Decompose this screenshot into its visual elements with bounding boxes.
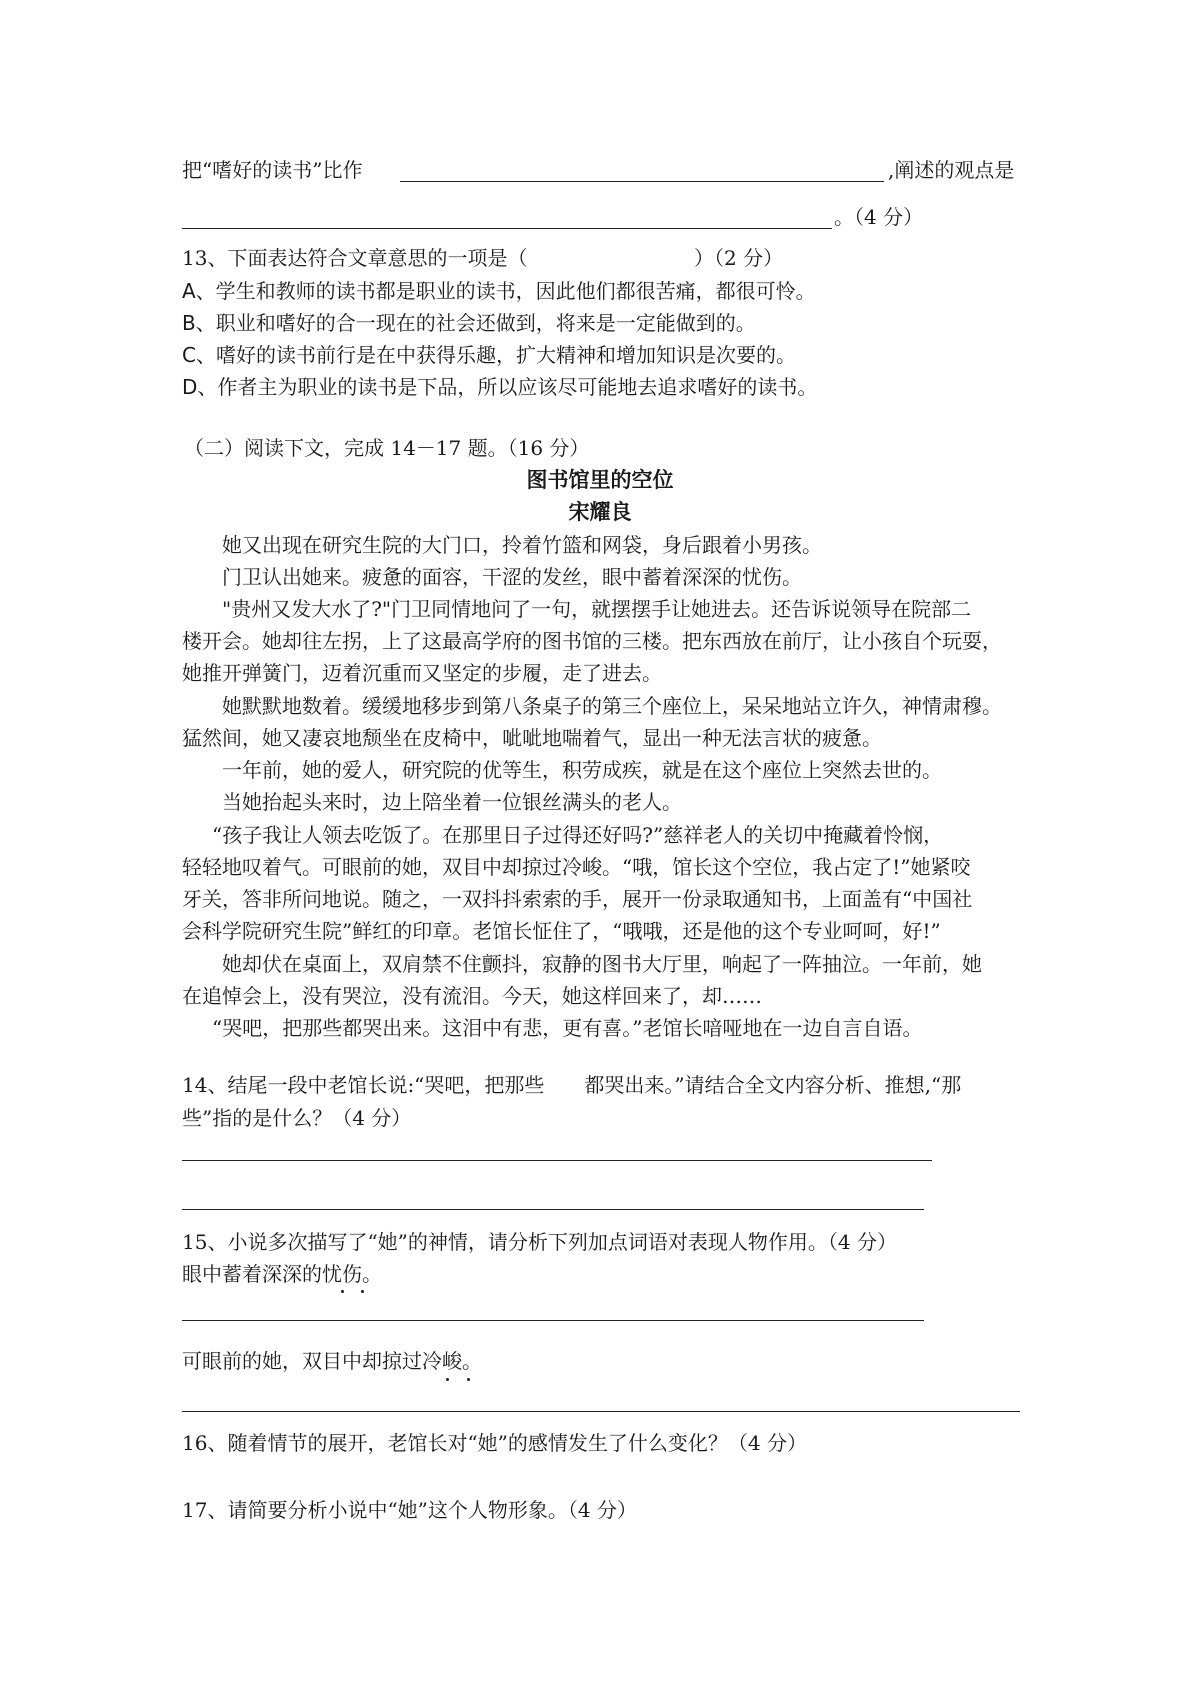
q15-item1: 眼中蓄着深深的忧伤。 [182,1262,382,1286]
q14-line2: 些”指的是什么？（4 分） [182,1106,412,1130]
q12-line1-suffix: ,阐述的观点是 [888,158,1015,182]
q14-line1: 14、结尾一段中老馆长说:“哭吧，把那些 都哭出来。”请结合全文内容分析、推想,“那 [182,1073,962,1097]
q16-stem: 16、随着情节的展开，老馆长对“她”的感情发生了什么变化？（4 分） [182,1431,807,1455]
q12-line1-prefix: 把“嗜好的读书”比作 [182,158,363,182]
q13-stem-right: ）（2 分） [694,246,784,270]
emphasis-dot [341,1290,344,1293]
passage-line: 当她抬起头来时，边上陪坐着一位银丝满头的老人。 [222,790,682,814]
q17-stem: 17、请简要分析小说中“她”这个人物形象。（4 分） [182,1498,637,1522]
q15-stem: 15、小说多次描写了“她”的神情，请分析下列加点词语对表现人物作用。（4 分） [182,1230,897,1254]
q13-stem-left: 13、下面表达符合文章意思的一项是（ [182,246,528,270]
passage-line: 会科学院研究生院”鲜红的印章。老馆长怔住了，“哦哦，还是他的这个专业呵呵，好!” [182,919,941,943]
emphasis-dot [467,1378,470,1381]
passage-line: "贵州又发大水了?"门卫同情地问了一句，就摆摆手让她进去。还告诉说领导在院部二 [222,597,972,621]
passage-line: “孩子我让人领去吃饭了。在那里日子过得还好吗?”慈祥老人的关切中掩藏着怜悯， [212,823,944,847]
q15-answer-line-1[interactable] [182,1320,924,1321]
passage-line: 猛然间，她又凄哀地颓坐在皮椅中，呲呲地喘着气，显出一种无法言状的疲惫。 [182,726,882,750]
section2-instruction: （二）阅读下文，完成 14－17 题。（16 分） [184,436,590,460]
emphasis-dot [361,1290,364,1293]
q13-option-b: B、职业和嗜好的合一现在的社会还做到，将来是一定能做到的。 [182,311,756,335]
q12-answer-blank-2[interactable] [182,228,832,229]
passage-line: 她推开弹簧门，迈着沉重而又坚定的步履，走了进去。 [182,661,662,685]
passage-line: 在追悼会上，没有哭泣，没有流泪。今天，她这样回来了，却…… [182,984,762,1008]
q15-item2: 可眼前的她，双目中却掠过冷峻。 [182,1349,482,1373]
passage-author: 宋耀良 [568,500,632,524]
q13-option-d: D、作者主为职业的读书是下品，所以应该尽可能地去追求嗜好的读书。 [182,375,818,399]
q12-line2-suffix: 。（4 分） [834,205,924,229]
q15-answer-line-2[interactable] [182,1411,1020,1412]
passage-line: 她又出现在研究生院的大门口，拎着竹篮和网袋，身后跟着小男孩。 [222,533,822,557]
passage-line: 她默默地数着。缓缓地移步到第八条桌子的第三个座位上，呆呆地站立许久，神情肃穆。 [222,694,1002,718]
q12-answer-blank-1[interactable] [400,181,884,182]
emphasis-dot [446,1378,449,1381]
q13-option-c: C、嗜好的读书前行是在中获得乐趣，扩大精神和增加知识是次要的。 [182,343,796,367]
q14-answer-line-2[interactable] [182,1209,924,1210]
passage-title: 图书馆里的空位 [526,468,674,492]
passage-line: 门卫认出她来。疲惫的面容，干涩的发丝，眼中蓄着深深的忧伤。 [222,565,802,589]
passage-line: 她却伏在桌面上，双肩禁不住颤抖，寂静的图书大厅里，响起了一阵抽泣。一年前，她 [222,952,982,976]
q13-option-a: A、学生和教师的读书都是职业的读书，因此他们都很苦痛，都很可怜。 [182,279,816,303]
passage-line: 牙关，答非所问地说。随之，一双抖抖索索的手，展开一份录取通知书，上面盖有“中国社 [182,887,973,911]
passage-line: 轻轻地叹着气。可眼前的她，双目中却掠过冷峻。“哦，馆长这个空位，我占定了!”她紧咬 [182,855,971,879]
q14-answer-line-1[interactable] [182,1160,932,1161]
passage-line: “哭吧，把那些都哭出来。这泪中有悲，更有喜。”老馆长喑哑地在一边自言自语。 [212,1016,923,1040]
passage-line: 楼开会。她却往左拐，上了这最高学府的图书馆的三楼。把东西放在前厅，让小孩自个玩耍， [182,629,1002,653]
passage-line: 一年前，她的爱人，研究院的优等生，积劳成疾，就是在这个座位上突然去世的。 [222,758,942,782]
